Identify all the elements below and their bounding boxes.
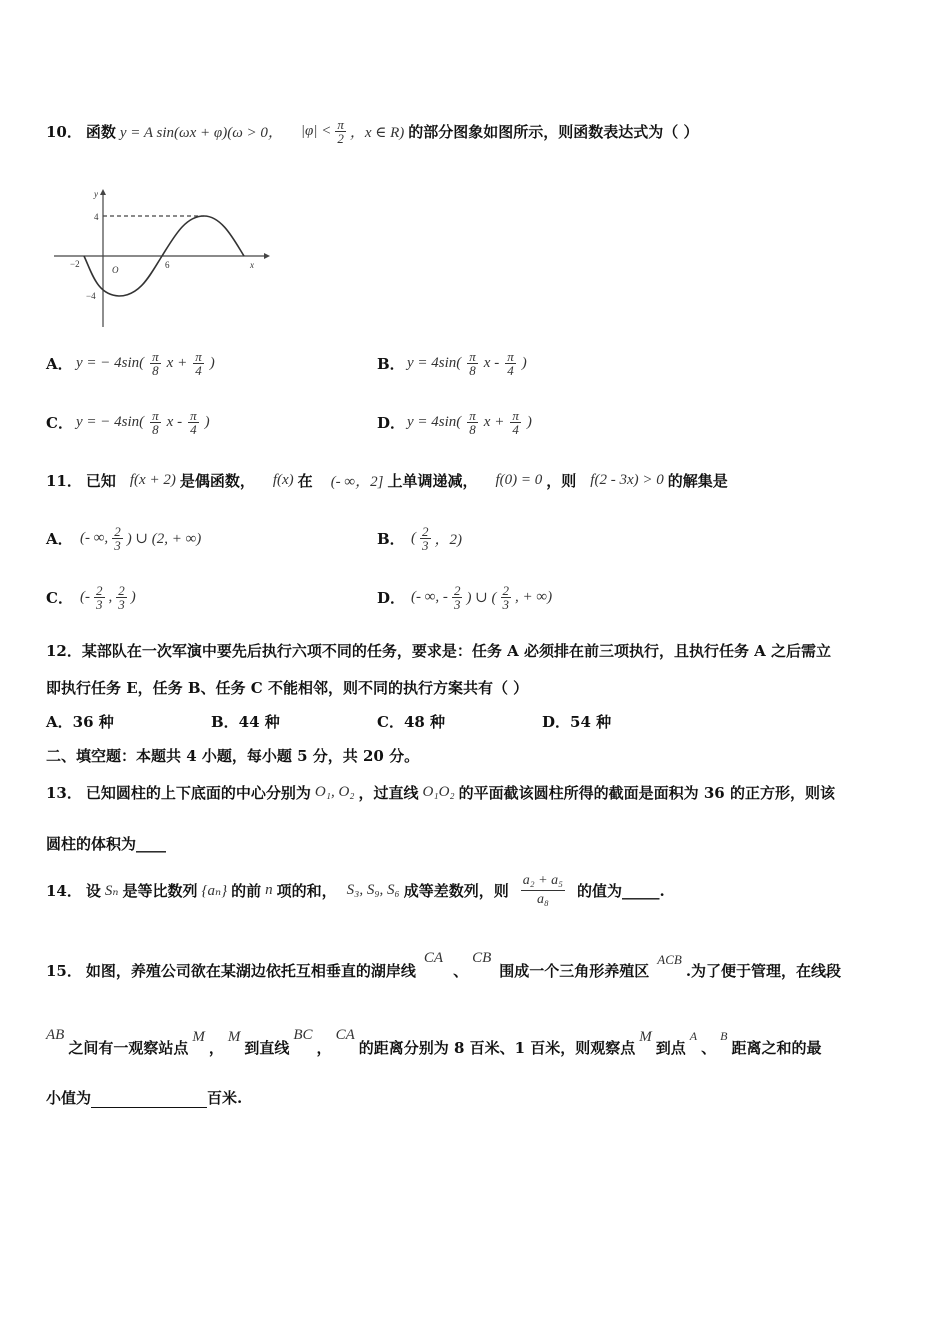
q10-math-c: ，x ∈ R) (349, 125, 405, 141)
q15-answer-blank[interactable] (91, 1091, 207, 1108)
q15-line1: 15． 如图，养殖公司欲在某湖边依托互相垂直的湖岸线 CA 、 CB 围成一个三角形养殖区 ACB .为了便于管理，在线段 (46, 950, 842, 980)
q12-option-d: D．54 种 (542, 713, 612, 731)
q11-option-b: B． ( $\frac{2}{3}$ ，2) (377, 524, 462, 553)
q10-math-a: y = A sin(ωx + φ)(ω > 0， (119, 125, 283, 141)
q12-option-b: B．44 种 (211, 713, 280, 731)
section-fill-in-title: 二、填空题：本题共 4 小题，每小题 5 分，共 20 分。 (46, 747, 420, 765)
q11-option-a: A． (- ∞, $\frac{2}{3}$ ) ∪ (2, + ∞) (46, 524, 202, 553)
q10-sine-graph (50, 185, 280, 333)
q11-option-d: D． (- ∞, - $\frac{2}{3}$ ) ∪ ( $\frac{2}{3}$ , + ∞) (377, 583, 553, 612)
graph-x-label: x (250, 260, 254, 270)
graph-x-arrow (264, 253, 270, 259)
q10-frac-pi-2: $\frac{\pi}{2}$ (337, 117, 344, 146)
q10-option-a: A． y = − 4sin( $\frac{\pi}{8}$ x + $\frac{\pi}{4}$ ) (46, 349, 215, 378)
q10-math-b: |φ| < (300, 123, 332, 139)
graph-y-arrow (100, 189, 106, 195)
q10-text-b: 的部分图象如图所示，则函数表达式为（ ） (408, 123, 699, 141)
q11-option-c: C． (- $\frac{2}{3}$ , $\frac{2}{3}$ ) (46, 583, 136, 612)
q11-stem: 11． 已知 f(x + 2) 是偶函数， f(x) 在 (- ∞，2] 上单调递减， f(0) = 0 ，则 f(2 - 3x) > 0 的解集是 (46, 472, 728, 490)
q13-line1: 13． 已知圆柱的上下底面的中心分别为 O₁, O₂ ，过直线 O₁O₂ 的平面截该圆柱所得的截面是面积为 36 的正方形，则该 (46, 784, 835, 802)
q15-line2: AB 之间有一观察站点 M ， M 到直线 BC ， CA 的距离分别为 8 百米、1 百米，则观察点 M 到点 A 、 B 距离之和的最 (46, 1027, 822, 1057)
graph-tick-neg4: −4 (86, 291, 96, 301)
q10-text-a: 函数 (85, 123, 116, 141)
q10-option-d: D． y = 4sin( $\frac{\pi}{8}$ x + $\frac{\pi}{4}$ ) (377, 408, 532, 437)
q12-option-c: C．48 种 (377, 713, 446, 731)
q12-line1: 12．某部队在一次军演中要先后执行六项不同的任务，要求是：任务 A 必须排在前三项执行，且执行任务 A 之后需立 (46, 642, 832, 660)
graph-tick-6: 6 (165, 260, 170, 270)
q13-line2: 圆柱的体积为____ (46, 835, 167, 853)
q10-option-b: B． y = 4sin( $\frac{\pi}{8}$ x - $\frac{\pi}{4}$ ) (377, 349, 527, 378)
q15-line3: 小值为 百米. (46, 1089, 243, 1107)
q12-option-a: A．36 种 (46, 713, 114, 731)
q14-fraction: $\frac{\text{a₂ + a₅}}{\text{a₈}}$ (522, 873, 563, 907)
graph-tick-4: 4 (94, 212, 99, 222)
q10-number: 10． (46, 123, 82, 141)
graph-y-label: y (94, 189, 98, 199)
q14-stem: 14． 设 Sₙ 是等比数列 {aₙ} 的前 n 项的和， S₃, S₉, S₆ 成等差数列，则 $\frac{\text{a₂ + a₅}}{\text{a₈}}$ 的值为_____. (46, 873, 665, 907)
q12-line2: 即执行任务 E，任务 B、任务 C 不能相邻，则不同的执行方案共有（ ） (46, 679, 529, 697)
graph-origin-label: O (112, 265, 119, 275)
q10-option-c: C． y = − 4sin( $\frac{\pi}{8}$ x - $\frac{\pi}{4}$ ) (46, 408, 210, 437)
graph-tick-neg2: −2 (70, 259, 80, 269)
q10-stem (46, 118, 699, 145)
